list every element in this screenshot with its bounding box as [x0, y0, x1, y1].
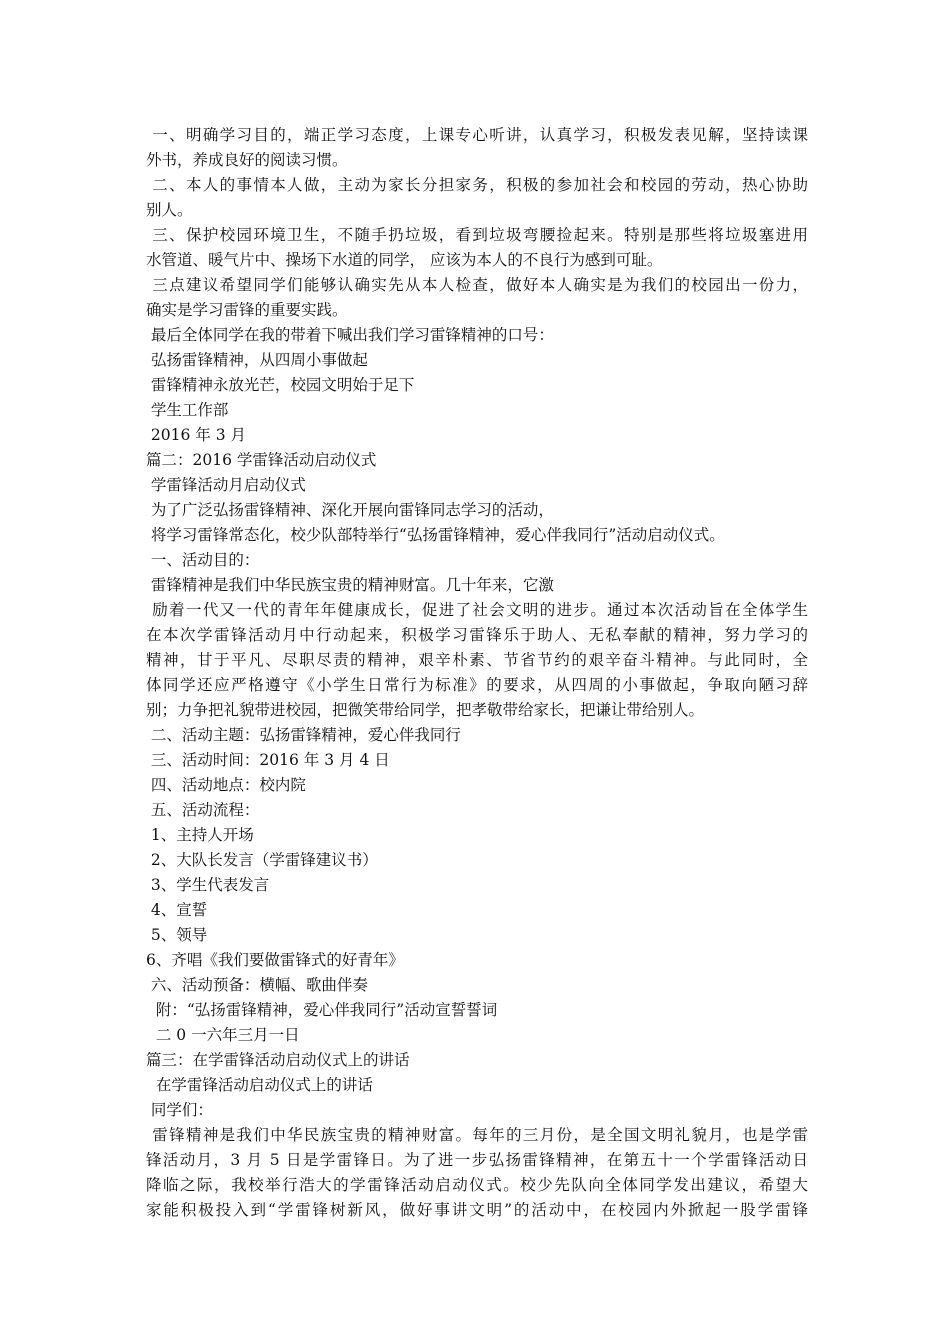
- text-line: 三点建议希望同学们能够认确实先从本人检查，做好本人确实是为我们的校园出一份力，: [146, 276, 808, 294]
- text-line: 学生工作部: [146, 401, 229, 419]
- text-line: 一、活动目的：: [146, 551, 260, 569]
- text-line: 别；力争把礼貌带进校园，把微笑带给同学，把孝敬带给家长，把谦让带给别人。: [146, 701, 705, 719]
- text-line: 别人。: [146, 201, 193, 219]
- text-line: 降临之际，我校举行浩大的学雷锋活动启动仪式。校少先队向全体同学发出建议，希望大: [146, 1176, 808, 1194]
- text-line: 家能积极投入到“学雷锋树新风，做好事讲文明”的活动中，在校园内外掀起一股学雷锋: [146, 1201, 808, 1219]
- text-line: 励着一代又一代的青年年健康成长，促进了社会文明的进步。通过本次活动旨在全体学生: [146, 601, 808, 619]
- text-line: 附：“弘扬雷锋精神，爱心伴我同行”活动宣誓誓词: [146, 1001, 498, 1019]
- text-line: 2、大队长发言（学雷锋建议书）: [146, 851, 378, 869]
- text-line: 1、主持人开场: [146, 826, 254, 844]
- text-line: 同学们：: [146, 1101, 213, 1119]
- text-line: 3、学生代表发言: [146, 876, 270, 894]
- text-line: 6、齐唱《我们要做雷锋式的好青年》: [146, 951, 404, 969]
- text-line: 在本次学雷锋活动月中行动起来，积极学习雷锋乐于助人、无私奉献的精神，努力学习的: [146, 626, 808, 644]
- text-line: 二、本人的事情本人做，主动为家长分担家务，积极的参加社会和校园的劳动，热心协助: [146, 176, 808, 194]
- text-line: 雷锋精神是我们中华民族宝贵的精神财富。几十年来，它激: [146, 576, 554, 594]
- text-line: 学雷锋活动月启动仪式: [146, 476, 306, 494]
- text-line: 篇二：2016 学雷锋活动启动仪式: [146, 451, 377, 469]
- text-line: 5、领导: [146, 926, 208, 944]
- text-line: 雷锋精神是我们中华民族宝贵的精神财富。每年的三月份，是全国文明礼貌月，也是学雷: [146, 1126, 808, 1144]
- text-line: 在学雷锋活动启动仪式上的讲话: [146, 1076, 373, 1094]
- text-line: 外书，养成良好的阅读习惯。: [146, 151, 348, 169]
- text-line: 三、保护校园环境卫生，不随手扔垃圾，看到垃圾弯腰捡起来。特别是那些将垃圾塞进用: [146, 226, 808, 244]
- text-line: 体同学还应严格遵守《小学生日常行为标准》的要求，从四周的小事做起，争取向陋习辞: [146, 676, 808, 694]
- text-line: 精神，甘于平凡、尽职尽责的精神，艰辛朴素、节省节约的艰辛奋斗精神。与此同时，全: [146, 651, 808, 669]
- text-line: 将学习雷锋常态化，校少队部特举行“弘扬雷锋精神，爱心伴我同行”活动启动仪式。: [146, 526, 725, 544]
- document-body: [146, 123, 808, 1223]
- text-line: 锋活动月，3 月 5 日是学雷锋日。为了进一步弘扬雷锋精神，在第五十一个学雷锋活动日: [146, 1151, 808, 1169]
- text-line: 水管道、暖气片中、操场下水道的同学， 应该为本人的不良行为感到可耻。: [146, 251, 663, 269]
- text-line: 2016 年 3 月: [146, 426, 247, 444]
- text-line: 最后全体同学在我的带着下喊出我们学习雷锋精神的口号：: [146, 326, 554, 344]
- text-line: 为了广泛弘扬雷锋精神、深化开展向雷锋同志学习的活动，: [146, 501, 554, 519]
- text-line: 雷锋精神永放光芒，校园文明始于足下: [146, 376, 415, 394]
- text-line: 确实是学习雷锋的重要实践。: [146, 301, 348, 319]
- text-line: 篇三：在学雷锋活动启动仪式上的讲话: [146, 1051, 410, 1069]
- text-line: 弘扬雷锋精神，从四周小事做起: [146, 351, 368, 369]
- text-line: 六、活动预备：横幅、歌曲伴奏: [146, 976, 368, 994]
- text-line: 二 0 一六年三月一日: [146, 1026, 300, 1044]
- text-line: 三、活动时间：2016 年 3 月 4 日: [146, 751, 390, 769]
- text-line: 4、宣誓: [146, 901, 208, 919]
- text-line: 一、明确学习目的，端正学习态度，上课专心听讲，认真学习，积极发表见解，坚持读课: [146, 126, 808, 144]
- text-line: 二、活动主题：弘扬雷锋精神，爱心伴我同行: [146, 726, 461, 744]
- text-line: 五、活动流程：: [146, 801, 260, 819]
- text-line: 四、活动地点：校内院: [146, 776, 306, 794]
